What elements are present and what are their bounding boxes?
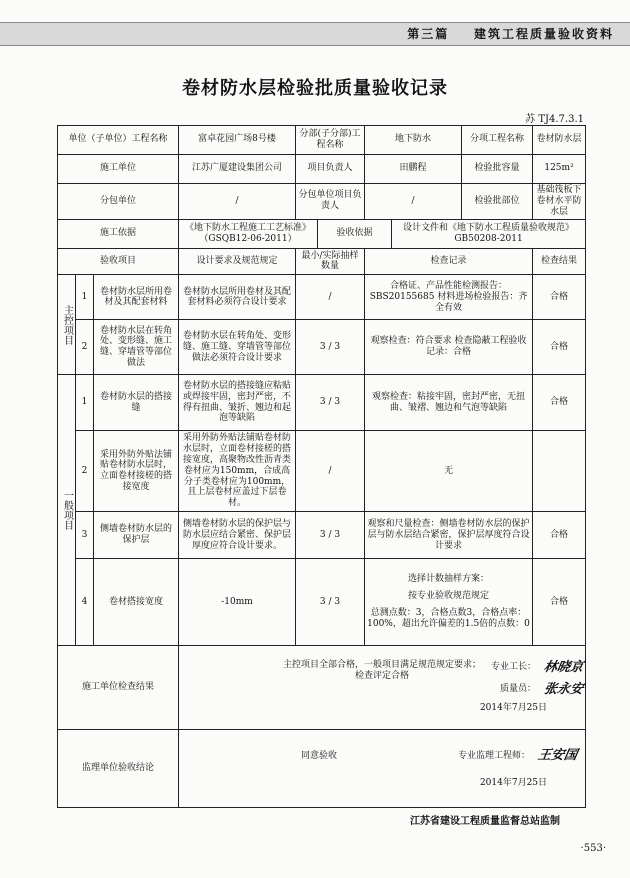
item-result: 合格 — [533, 512, 586, 559]
inspector-signature: 张永安 — [542, 681, 585, 697]
item-result: 合格 — [533, 320, 586, 374]
general-item-row-2 — [58, 431, 586, 512]
contractor-label: 施工单位 — [58, 154, 179, 183]
item-sampling: 3 / 3 — [296, 320, 365, 374]
col-requirement: 设计要求及规范规定 — [179, 248, 296, 275]
item-result: 合格 — [533, 374, 586, 430]
foreman-signature: 林晓京 — [542, 660, 585, 676]
unit-project-value: 富卓花园广场8号楼 — [179, 126, 296, 155]
main-item-row-2 — [58, 320, 586, 374]
item-name: 卷材防水层在转角处、变形缝、施工缝、穿墙管等部位做法 — [94, 320, 179, 374]
supervision-line — [181, 748, 583, 764]
item-project-value: 卷材防水层 — [533, 126, 586, 155]
supervision-text: 同意验收 — [301, 750, 338, 761]
main-item-row-1 — [58, 275, 586, 320]
item-sampling: / — [296, 431, 365, 512]
inspection-form — [57, 125, 586, 808]
page-title: 卷材防水层检验批质量验收记录 — [182, 78, 448, 99]
foreman-label: 专业工长： — [491, 662, 537, 673]
subdivision-value: 地下防水 — [365, 126, 462, 155]
manager-value: 田鹏程 — [365, 154, 462, 183]
batch-capacity-label: 检验批容量 — [462, 154, 533, 183]
item-name: 采用外防外贴法铺贴卷材防水层时，立面卷材接槎的搭接宽度 — [94, 431, 179, 512]
info-row-4 — [58, 219, 586, 248]
item-requirement: 采用外防外贴法铺贴卷材防水层时，立面卷材接槎的搭接宽度，高聚物改性沥青类卷材应为150mm，合成高分子类卷材应为100mm，且上层卷材应盖过下层卷材。 — [179, 431, 296, 512]
general-item-row-3 — [58, 512, 586, 559]
item-requirement: -10mm — [179, 559, 296, 645]
batch-capacity-value: 125m² — [533, 154, 586, 183]
item-sampling: 3 / 3 — [296, 374, 365, 430]
construction-check-date: 2014年7月25日 — [479, 703, 548, 714]
acceptance-basis-label: 验收依据 — [318, 219, 392, 248]
supervision-label: 监理单位验收结论 — [58, 729, 179, 807]
item-no: 4 — [76, 559, 94, 645]
batch-part-value: 基础筏板下卷材水平防水层 — [533, 183, 586, 219]
supervision-row — [58, 729, 586, 807]
supervision-date: 2014年7月25日 — [479, 777, 548, 788]
construction-check-text2: 检查评定合格 — [355, 671, 410, 682]
col-record: 检查记录 — [365, 248, 533, 275]
col-result: 检查结果 — [533, 248, 586, 275]
item-result: 合格 — [533, 559, 586, 645]
subdivision-label: 分部(子分部)工程名称 — [296, 126, 365, 155]
engineer-signature: 王安国 — [536, 748, 579, 764]
column-header-row — [58, 248, 586, 275]
sub-manager-value: / — [365, 183, 462, 219]
general-group-label — [58, 374, 76, 645]
item-requirement: 卷材防水层在转角处、变形缝、施工缝、穿墙管等部位做法必须符合设计要求 — [179, 320, 296, 374]
header-title: 建筑工程质量验收资料 — [473, 27, 614, 41]
item-requirement: 卷材防水层的搭接缝应粘贴或焊接牢固，密封严密，不得有扭曲、皱折、翘边和起泡等缺陷 — [179, 374, 296, 430]
engineer-row — [458, 748, 577, 764]
basis-value: 《地下防水工程施工工艺标准》（GSQB12-06-2011） — [179, 219, 318, 248]
item-sampling: / — [296, 275, 365, 320]
page-number: ·553· — [580, 843, 606, 854]
general-group-text: 一般项目 — [61, 489, 73, 530]
main-group-text: 主控项目 — [61, 304, 73, 345]
acceptance-basis-value: 设计文件和《地下防水工程质量验收规范》GB50208-2011 — [392, 219, 586, 248]
construction-check-text1: 主控项目全部合格，一般项目满足规范规定要求； — [283, 660, 482, 671]
header-text — [407, 25, 614, 42]
contractor-value: 江苏广厦建设集团公司 — [179, 154, 296, 183]
manager-label: 项目负责人 — [296, 154, 365, 183]
item-requirement: 卷材防水层所用卷材及其配套材料必须符合设计要求 — [179, 275, 296, 320]
subcontractor-value: / — [179, 183, 296, 219]
col-sampling: 最小/实际抽样数量 — [296, 248, 365, 275]
item-sampling: 3 / 3 — [296, 559, 365, 645]
item-no: 2 — [76, 320, 94, 374]
form-code: 苏 TJ4.7.3.1 — [525, 114, 584, 125]
sub-manager-label: 分包单位项目负责人 — [296, 183, 365, 219]
engineer-label: 专业监理工程师： — [458, 750, 531, 761]
item-sampling: 3 / 3 — [296, 512, 365, 559]
construction-check-row — [58, 645, 586, 729]
info-row-2 — [58, 154, 586, 183]
item-record: 无 — [365, 431, 533, 512]
item-no: 2 — [76, 431, 94, 512]
header-bar — [0, 22, 630, 46]
info-row-3 — [58, 183, 586, 219]
supervision-content — [179, 729, 586, 807]
item-name: 卷材防水层所用卷材及其配套材料 — [94, 275, 179, 320]
inspector-row — [181, 682, 583, 698]
basis-label: 施工依据 — [58, 219, 179, 248]
header-section: 第三篇 — [407, 27, 450, 41]
item-result — [533, 431, 586, 512]
item-result: 合格 — [533, 275, 586, 320]
item-no: 1 — [76, 275, 94, 320]
footer-credit: 江苏省建设工程质量监督总站监制 — [410, 816, 560, 827]
item-record — [365, 559, 533, 645]
item-no: 3 — [76, 512, 94, 559]
unit-project-label: 单位（子单位）工程名称 — [58, 126, 179, 155]
construction-check-label: 施工单位检查结果 — [58, 645, 179, 729]
item-project-label: 分项工程名称 — [462, 126, 533, 155]
general-item-row-4 — [58, 559, 586, 645]
batch-part-label: 检验批部位 — [462, 183, 533, 219]
col-item: 验收项目 — [58, 248, 179, 275]
item-name: 卷材防水层的搭接缝 — [94, 374, 179, 430]
item-name: 侧墙卷材防水层的保护层 — [94, 512, 179, 559]
item-no: 1 — [76, 374, 94, 430]
item-record: 观察检查：粘接牢固，密封严密，无扭曲、皱褶、翘边和气泡等缺陷 — [365, 374, 533, 430]
item-requirement: 侧墙卷材防水层的保护层与防水层应结合紧密、保护层厚度应符合设计要求。 — [179, 512, 296, 559]
record-line: 按专业验收规范规定 — [408, 591, 490, 602]
info-row-1 — [58, 126, 586, 155]
construction-check-content — [179, 645, 586, 729]
inspector-label: 质量员： — [500, 684, 537, 694]
item-record: 观察检查：符合要求 检查隐蔽工程验收记录：合格 — [365, 320, 533, 374]
record-line: 总测点数：3，合格点数3，合格点率：100%，超出允许偏差的1.5倍的点数：0 — [367, 607, 530, 629]
subcontractor-label: 分包单位 — [58, 183, 179, 219]
main-group-label — [58, 275, 76, 375]
item-name: 卷材搭接宽度 — [94, 559, 179, 645]
item-record: 合格证、产品性能检测报告：SBS20155685 材料进场检验报告：齐全有效 — [365, 275, 533, 320]
item-record: 观察和尺量检查：侧墙卷材防水层的保护层与防水层结合紧密，保护层厚度符合设计要求 — [365, 512, 533, 559]
record-line: 选择计数抽样方案： — [408, 574, 490, 585]
general-item-row-1 — [58, 374, 586, 430]
